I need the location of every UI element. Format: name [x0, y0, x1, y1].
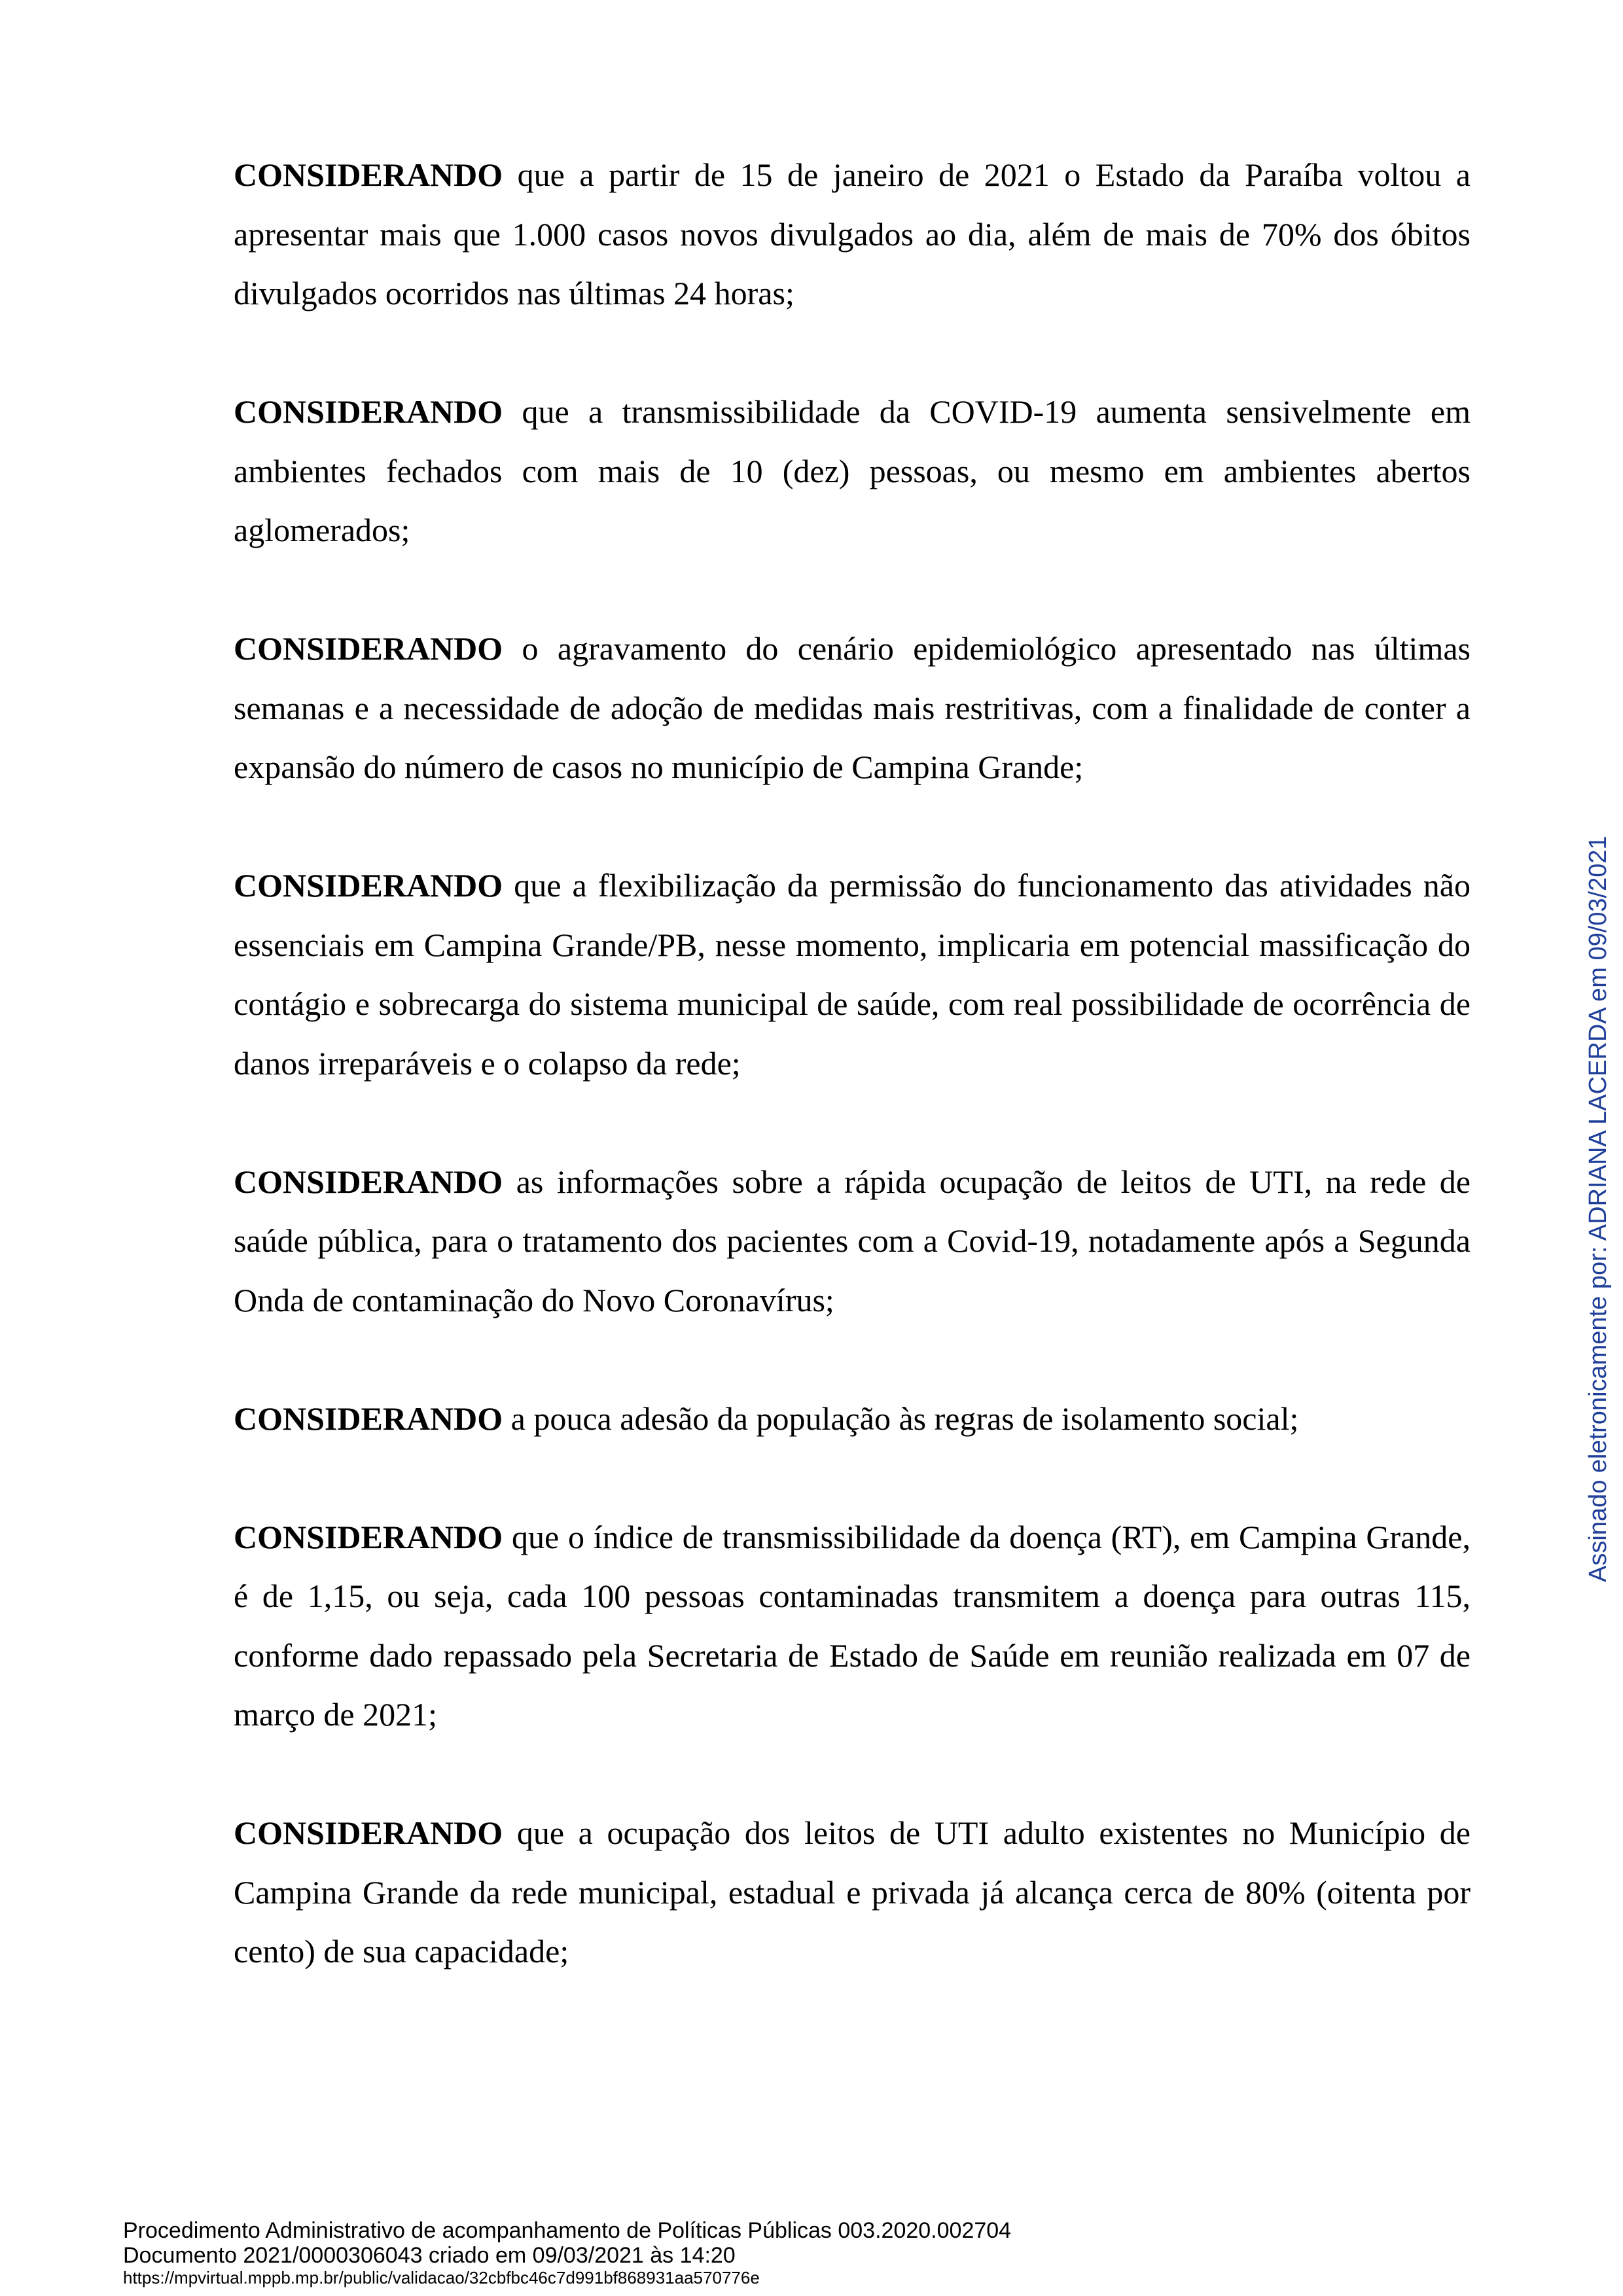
paragraph-text: o agravamento do cenário epidemiológico apresentado nas últimas semanas e a necessidade de adoção de medidas mais restritivas, com a finalidade de conter a expansão do número de casos no município de Campina Grande; [234, 630, 1471, 785]
paragraph-text: a pouca adesão da população às regras de isolamento social; [503, 1400, 1299, 1437]
document-body [234, 145, 1471, 2040]
paragraph-lead: CONSIDERANDO [234, 156, 503, 193]
paragraph-lead: CONSIDERANDO [234, 630, 503, 667]
paragraph-lead: CONSIDERANDO [234, 393, 503, 430]
considerando-paragraph-5 [234, 1152, 1471, 1330]
considerando-paragraph-7 [234, 1508, 1471, 1744]
considerando-paragraph-2 [234, 382, 1471, 560]
paragraph-text: que a ocupação dos leitos de UTI adulto existentes no Município de Campina Grande da rede municipal, estadual e privada já alcança cerca de 80% (oitenta por cento) de sua capacidade; [234, 1814, 1471, 1969]
considerando-paragraph-6 [234, 1389, 1471, 1449]
footer-validation-link[interactable]: https://mpvirtual.mppb.mp.br/public/validacao/32cbfbc46c7d991bf868931aa570776e [123, 2268, 760, 2287]
electronic-signature-stamp: Assinado eletronicamente por: ADRIANA LACERDA em 09/03/2021 [1584, 836, 1612, 1582]
considerando-paragraph-8 [234, 1803, 1471, 1981]
paragraph-text: que a transmissibilidade da COVID-19 aumenta sensivelmente em ambientes fechados com mais de 10 (dez) pessoas, ou mesmo em ambientes abertos aglomerados; [234, 393, 1471, 548]
considerando-paragraph-3 [234, 619, 1471, 797]
paragraph-lead: CONSIDERANDO [234, 867, 503, 904]
footer-procedure-line: Procedimento Administrativo de acompanhamento de Políticas Públicas 003.2020.002704 [123, 2218, 1012, 2243]
paragraph-text: as informações sobre a rápida ocupação de leitos de UTI, na rede de saúde pública, para o tratamento dos pacientes com a Covid-19, notadamente após a Segunda Onda de contaminação do Novo Coronavírus; [234, 1163, 1471, 1318]
paragraph-lead: CONSIDERANDO [234, 1814, 503, 1851]
paragraph-text: que o índice de transmissibilidade da doença (RT), em Campina Grande, é de 1,15, ou seja, cada 100 pessoas contaminadas transmitem a doença para outras 115, conforme dado repassado pela Secretaria de Estado de Saúde em reunião realizada em 07 de março de 2021; [234, 1518, 1471, 1733]
paragraph-text: que a partir de 15 de janeiro de 2021 o Estado da Paraíba voltou a apresentar mais que 1.000 casos novos divulgados ao dia, além de mais de 70% dos óbitos divulgados ocorridos nas últimas 24 horas; [234, 156, 1471, 311]
considerando-paragraph-1 [234, 145, 1471, 323]
paragraph-text: que a flexibilização da permissão do funcionamento das atividades não essenciais em Campina Grande/PB, nesse momento, implicaria em potencial massificação do contágio e sobrecarga do sistema municipal de saúde, com real possibilidade de ocorrência de danos irreparáveis e o colapso da rede; [234, 867, 1471, 1082]
considerando-paragraph-4 [234, 856, 1471, 1093]
footer-document-line: Documento 2021/0000306043 criado em 09/03/2021 às 14:20 [123, 2243, 736, 2268]
document-footer [123, 2218, 1011, 2287]
paragraph-lead: CONSIDERANDO [234, 1400, 503, 1437]
paragraph-lead: CONSIDERANDO [234, 1163, 503, 1200]
paragraph-lead: CONSIDERANDO [234, 1518, 503, 1555]
